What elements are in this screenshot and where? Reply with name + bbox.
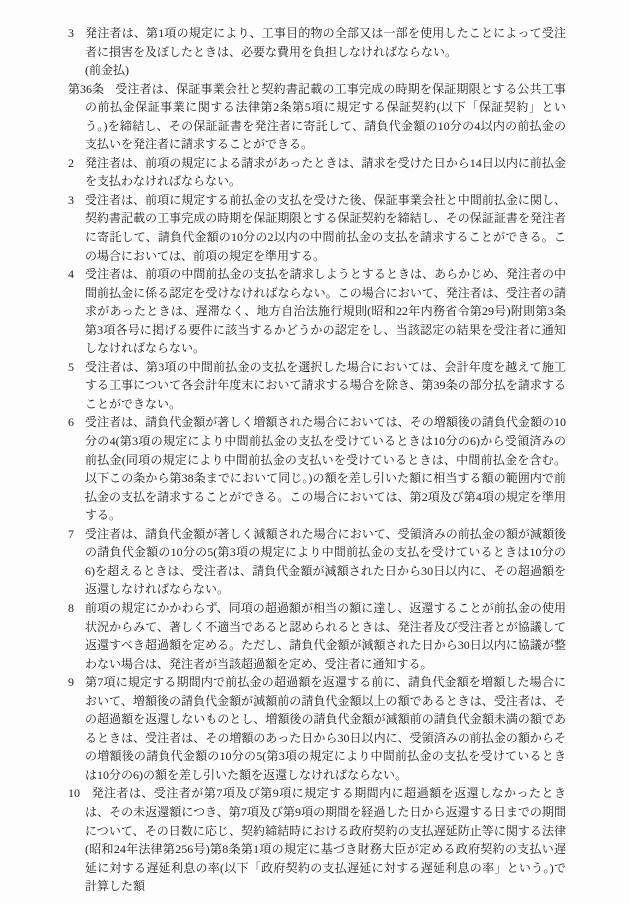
- clause-number: 9: [68, 675, 74, 690]
- clause-text: 受注者は、請負代金額が著しく減額された場合において、受領済みの前払金の額が減額後の請負代金額の10分の5(第3項の規定により中間前払金の支払を受けているときは10分の6)を超えるときは、受注者は、請負代金額が減額された日から30日以内に、その超過額を返還しなければならない。: [85, 526, 566, 597]
- clause-item: [68, 24, 566, 61]
- clause-item: [68, 358, 566, 414]
- section-heading: (前金払): [85, 63, 129, 78]
- document-page: [68, 24, 566, 896]
- clause-text: 受注者は、第3項の中間前払金の支払を選択した場合においては、会計年度を越えて施工する工事について各会計年度末において請求する場合を除き、第39条の部分払を請求することができない。: [85, 359, 566, 411]
- clause-number: 第36条: [68, 81, 105, 96]
- clause-number: 10: [68, 786, 80, 801]
- clause-item: [68, 265, 566, 358]
- clause-text: 前項の規定にかかわらず、同項の超過額が相当の額に達し、返還することが前払金の使用状況からみて、著しく不適当であると認められるときは、発注者及び受注者とが協議して返還すべき超過額を定める。ただし、請負代金額が減額された日から30日以内に協議が整わない場合は、発注者が当該超過額を定め、受注者に通知する。: [85, 600, 566, 671]
- clause-text: 発注者は、前項の規定による請求があったときは、請求を受けた日から14日以内に前払金を支払わなければならない。: [85, 155, 566, 189]
- clause-number: 7: [68, 526, 74, 541]
- clause-number: 3: [68, 26, 74, 40]
- clause-item: [68, 154, 566, 191]
- clause-item: [68, 413, 566, 524]
- clause-number: 8: [68, 600, 74, 615]
- clause-number: 2: [68, 155, 74, 170]
- clause-number: 4: [68, 267, 74, 282]
- clause-item: [68, 784, 566, 895]
- clause-text: 受注者は、前項の中間前払金の支払を請求しようとするときは、あらかじめ、発注者の中間前払金に係る認定を受けなければならない。この場合において、発注者は、受注者の請求があったときは、遅滞なく、地方自治法施行規則(昭和22年内務省令第29号)附則第3条第3項各号に掲げる要件に該当するかどうかの認定をし、当該認定の結果を受注者に通知しなければならない。: [85, 267, 566, 356]
- clause-number: 3: [68, 192, 74, 207]
- clause-text: 第7項に規定する期間内で前払金の超過額を返還する前に、請負代金額を増額した場合において、増額後の請負代金額が減額前の請負代金額以上の額であるときは、受注者は、その超過額を返還しないものとし、増額後の請負代金額が減額前の請負代金額未満の額であるときは、受注者は、その増額のあった日から30日以内に、受領済みの前払金の額からその増額後の請負代金額の10分の5(第3項の規定により中間前払金の支払を受けているときは10分の6)の額を差し引いた額を返還しなければならない。: [85, 675, 566, 782]
- clause-text: 受注者は、前項に規定する前払金の支払を受けた後、保証事業会社と中間前払金に関し、契約書記載の工事完成の時期を保証期限とする保証契約を締結し、その保証証書を発注者に寄託して、請負代金額の10分の2以内の中間前払金の支払を請求することができる。この場合においては、前項の規定を準用する。: [85, 192, 566, 263]
- clause-item: [68, 525, 566, 599]
- clause-item: [68, 673, 566, 784]
- clause-item: [68, 599, 566, 673]
- clause-item: [68, 80, 566, 154]
- clause-text: 発注者は、第1項の規定により、工事目的物の全部又は一部を使用したことによって受注者に損害を及ぼしたときは、必要な費用を負担しなければならない。: [85, 26, 566, 59]
- clause-item: [68, 191, 566, 265]
- clause-text: 受注者は、保証事業会社と契約書記載の工事完成の時期を保証期限とする公共工事の前払金保証事業に関する法律第2条第5項に規定する保証契約(以下「保証契約」という。)を締結し、その保証証書を発注者に寄託して、請負代金額の10分の4以内の前払金の支払いを発注者に請求することができる。: [85, 81, 566, 152]
- clause-number: 5: [68, 359, 74, 374]
- clause-text: 受注者は、請負代金額が著しく増額された場合においては、その増額後の請負代金額の10分の4(第3項の規定により中間前払金の支払を受けているときは10分の6)から受領済みの前払金(同項の規定により中間前払金の支払いを受けているときは、中間前払金を含む。以下この条から第38条までにおいて同じ。)の額を差し引いた額に相当する額の範囲内で前払金の支払を請求することができる。この場合においては、第2項及び第4項の規定を準用する。: [85, 415, 566, 523]
- clause-number: 6: [68, 415, 74, 430]
- clause-text: 発注者は、受注者が第7項及び第9項に規定する期間内に超過額を返還しなかったときは、その未返還額につき、第7項及び第9項の期間を経過した日から返還する日までの期間について、その日数に応じ、契約締結時における政府契約の支払遅延防止等に関する法律(昭和24年法律第256号)第8条第1項の規定に基づき財務大臣が定める政府契約の支払い遅延に対する遅延利息の率(以下「政府契約の支払遅延に対する遅延利息の率」という。)で計算した額: [85, 786, 566, 894]
